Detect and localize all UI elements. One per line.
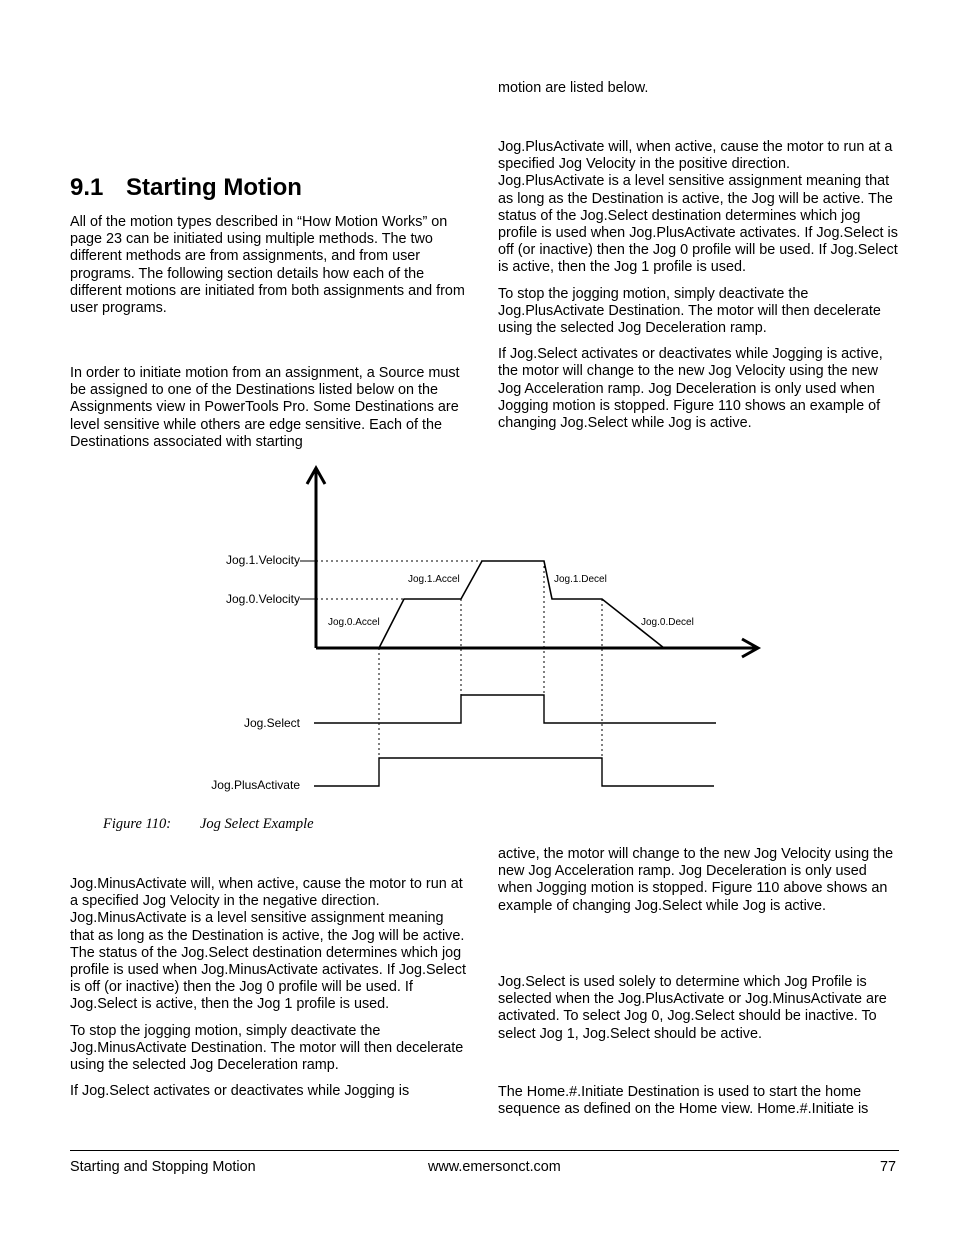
paragraph-jog-plus-activate: Jog.PlusActivate will, when active, cause the motor to run at a specified Jog Velocity in the positive direction. Jog.PlusActivate is a level sensitive assignment meaning that as long as the Destination is active, the Jog will be active. The status of the Jog.Select destination determines which jog profile is used when Jog.PlusActivate activates. If Jog.Select is off (or inactive) then the Jog 0 profile will be used. If Jog.Select is active, then the Jog 1 profile is used. <box>498 139 898 276</box>
page-number: 77 <box>880 1159 897 1175</box>
figure-caption-number: Figure 110: <box>103 816 172 832</box>
left-column-jog-minus <box>70 876 470 1109</box>
paragraph-stop-jog-minus: To stop the jogging motion, simply deactivate the Jog.MinusActivate Destination. The motor will then decelerate using the selected Jog Deceleration ramp. <box>70 1022 464 1074</box>
jog-plus-activate-signal <box>314 758 714 786</box>
paragraph-jog-select-change: If Jog.Select activates or deactivates while Jogging is active, the motor will change to the new Jog Velocity using the new Jog Acceleration ramp. Jog Deceleration is only used when Jogging motion is stopped. Figure 110 shows an example of changing Jog.Select while Jog is active. <box>498 346 883 432</box>
paragraph-jog-minus-activate: Jog.MinusActivate will, when active, cause the motor to run at a specified Jog Velocity in the negative direction. Jog.MinusActivate is a level sensitive assignment meaning that as long as the Destination is active, the Jog will be active. The status of the Jog.Select destination determines which jog profile is used when Jog.MinusActivate activates. If Jog.Select is off (or inactive) then the Jog 0 profile will be used. If Jog.Select is active, then the Jog 1 profile is used. <box>70 876 466 1013</box>
paragraph-assignments: In order to initiate motion from an assignment, a Source must be assigned to one of the Destinations listed below on the Assignments view in PowerTools Pro. Some Destinations are level sensitive while others are edge sensitive. Each of the Destinations associated with starting <box>70 365 460 450</box>
paragraph-motion-types: All of the motion types described in “How Motion Works” on page 23 can be initiated using multiple methods. The two different methods are from assignments, and from user programs. The following section details how each of the different motions are initiated from both assignments and from user programs. <box>70 214 465 317</box>
paragraph-home-initiate: The Home.#.Initiate Destination is used to start the home sequence as defined on the Home view. Home.#.Initiate is <box>498 1084 869 1118</box>
footer-section-title: Starting and Stopping Motion <box>70 1159 256 1175</box>
left-column-assignments <box>70 365 470 460</box>
section-heading <box>70 172 302 204</box>
right-column-jog-select <box>498 974 900 1052</box>
right-column-continued <box>498 846 900 924</box>
label-jog1-accel: Jog.1.Accel <box>408 574 460 585</box>
section-title: Starting Motion <box>126 174 302 201</box>
paragraph-motion-listed: motion are listed below. <box>498 80 649 96</box>
footer-url[interactable]: www.emersonct.com <box>428 1159 561 1175</box>
right-column-home <box>498 1084 900 1127</box>
right-column-top <box>498 80 900 106</box>
label-jog-select: Jog.Select <box>243 716 300 730</box>
label-jog1-velocity: Jog.1.Velocity <box>225 553 300 567</box>
paragraph-jog-select-while-jogging: If Jog.Select activates or deactivates while Jogging is <box>70 1083 410 1100</box>
label-jog0-velocity: Jog.0.Velocity <box>225 592 300 606</box>
label-jog-plus-activate: Jog.PlusActivate <box>211 778 300 792</box>
paragraph-continued-jog-velocity: active, the motor will change to the new Jog Velocity using the new Jog Acceleration ramp. Jog Deceleration is only used when Jogging motion is stopped. Figure 110 above shows an example of changing Jog.Select while Jog is active. <box>498 846 894 914</box>
jog-select-diagram <box>0 460 954 800</box>
paragraph-stop-jog-plus: To stop the jogging motion, simply deactivate the Jog.PlusActivate Destination. The motor will then decelerate using the selected Jog Deceleration ramp. <box>498 285 881 337</box>
label-jog0-accel: Jog.0.Accel <box>328 617 380 628</box>
section-number: 9.1 <box>70 174 104 201</box>
paragraph-jog-select: Jog.Select is used solely to determine which Jog Profile is selected when the Jog.PlusActivate or Jog.MinusActivate are activated. To select Jog 0, Jog.Select should be inactive. To select Jog 1, Jog.Select should be active. <box>498 974 887 1042</box>
left-column-intro <box>70 214 470 326</box>
right-column-jog-plus <box>498 139 900 441</box>
label-jog0-decel: Jog.0.Decel <box>641 617 694 628</box>
jog-select-signal <box>314 695 716 723</box>
figure-caption-title: Jog Select Example <box>200 816 314 832</box>
label-jog1-decel: Jog.1.Decel <box>554 574 607 585</box>
footer-divider <box>70 1150 899 1151</box>
